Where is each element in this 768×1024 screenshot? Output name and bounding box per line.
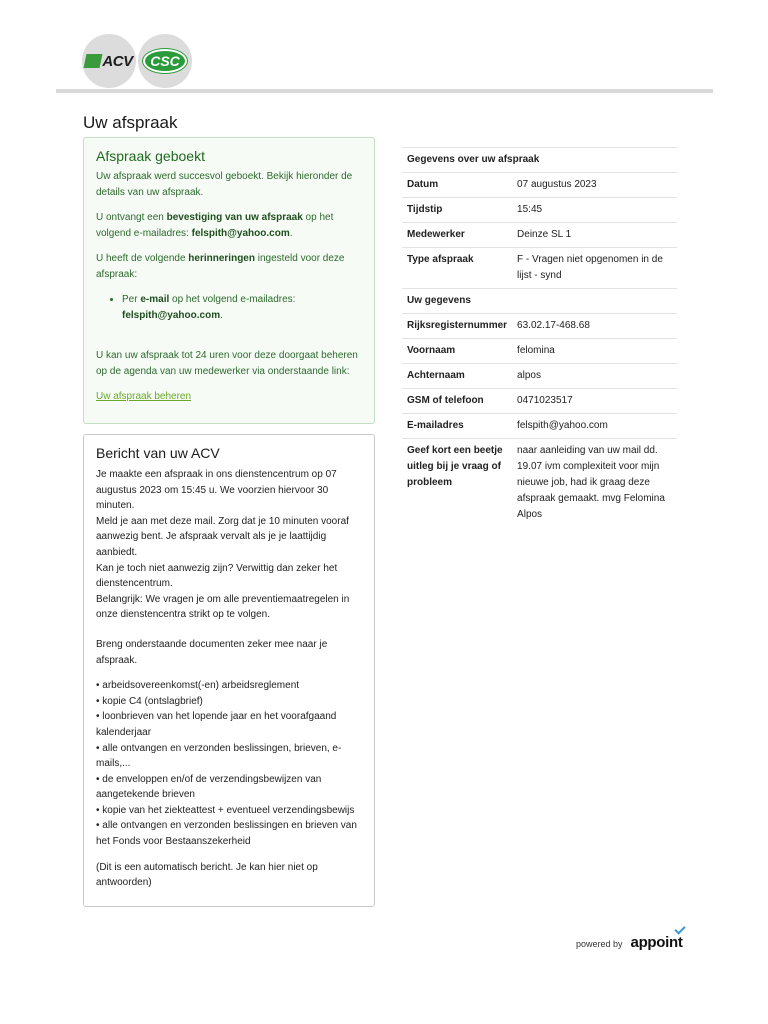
document-item: • de enveloppen en/of de verzendingsbewijzen van aangetekende brieven xyxy=(96,773,322,801)
document-item: • loonbrieven van het lopende jaar en het voorafgaand kalenderjaar xyxy=(96,711,337,738)
page-title: Uw afspraak xyxy=(83,113,178,132)
appointment-details-table xyxy=(402,147,677,527)
message-footer-note: (Dit is een automatisch bericht. Je kan hier niet op antwoorden) xyxy=(96,861,318,889)
documents-list xyxy=(96,678,362,850)
manage-text: U kan uw afspraak tot 24 uren voor deze doorgaat beheren op de agenda van uw medewerker via onderstaande link: xyxy=(96,350,358,377)
reminders-text: U heeft de volgende herinneringen ingesteld voor deze afspraak: xyxy=(96,253,345,280)
powered-by-text: powered by xyxy=(576,939,623,949)
document-item: • kopie C4 (ontslagbrief) xyxy=(96,695,203,707)
document-item: • kopie van het ziekteattest + eventueel verzendingsbewijs xyxy=(96,804,355,816)
message-title: Bericht van uw ACV xyxy=(96,445,220,461)
message-body: Je maakte een afspraak in ons dienstencentrum op 07 augustus 2023 om 15:45 u. We voorzien hiervoor 30 minuten. Meld je aan met deze mail. Zorg dat je 10 minuten vooraf aanwezig bent. Je afspraak vervalt als je je laattijdig aanbiedt. Kan je toch niet aanwezig zijn? Verwittig dan zeker het dienstencentrum. Belangrijk: We vragen je om alle preventiemaatregelen in onze dienstencentra strikt op te volgen. xyxy=(96,469,350,621)
detail-row-time: Tijdstip 15:45 xyxy=(402,198,677,223)
appoint-logo: appoint xyxy=(631,934,683,951)
detail-row-date: Datum 07 augustus 2023 xyxy=(402,173,677,198)
detail-row-staff: Medewerker Deinze SL 1 xyxy=(402,223,677,248)
document-item: • arbeidsovereenkomst(-en) arbeidsreglement xyxy=(96,680,300,692)
confirmation-intro: Uw afspraak werd succesvol geboekt. Bekijk hieronder de details van uw afspraak. xyxy=(96,171,353,198)
document-item: • alle ontvangen en verzonden beslissingen, brieven, e-mails,... xyxy=(96,742,342,770)
header-divider xyxy=(56,89,713,93)
detail-row-rrn: Rijksregisternummer 63.02.17-468.68 xyxy=(402,314,677,339)
manage-appointment-link[interactable]: Uw afspraak beheren xyxy=(96,391,192,402)
logo-group xyxy=(82,34,192,88)
acv-logo-text: ACV xyxy=(102,52,133,70)
reminder-item: • Per e-mail op het volgend e-mailadres: felspith@yahoo.com. xyxy=(122,292,362,324)
confirmation-title: Afspraak geboekt xyxy=(96,148,205,164)
detail-row-question: Geef kort een beetje uitleg bij je vraag of probleem naar aanleiding van uw mail dd. 19.07 ivm complexiteit voor mijn nieuwe job, had ik graag deze afspraak gemaakt. mvg Felomina Alpos xyxy=(402,439,677,528)
confirmation-email-text: U ontvangt een bevestiging van uw afspraak op het volgend e-mailadres: felspith@yahoo.com. xyxy=(96,212,334,239)
message-body: Breng onderstaande documenten zeker mee naar je afspraak. xyxy=(96,638,328,666)
csc-logo xyxy=(138,34,192,88)
detail-row-email: E-mailadres felspith@yahoo.com xyxy=(402,414,677,439)
confirmation-card xyxy=(83,137,375,424)
detail-row-phone: GSM of telefoon 0471023517 xyxy=(402,389,677,414)
acv-mark-icon xyxy=(84,54,103,68)
reminders-list xyxy=(122,292,362,324)
acv-logo xyxy=(82,34,136,88)
section-header-user: Uw gegevens xyxy=(402,289,677,314)
detail-row-firstname: Voornaam felomina xyxy=(402,339,677,364)
message-card xyxy=(83,434,375,907)
checkmark-icon xyxy=(674,923,685,934)
csc-logo-text: CSC xyxy=(143,49,187,73)
detail-row-type: Type afspraak F - Vragen niet opgenomen in de lijst - synd xyxy=(402,248,677,289)
powered-by xyxy=(576,934,683,951)
document-item: • alle ontvangen en verzonden beslissingen en brieven van het Fonds voor Bestaanszekerheid xyxy=(96,820,357,848)
detail-row-lastname: Achternaam alpos xyxy=(402,364,677,389)
section-header-appointment: Gegevens over uw afspraak xyxy=(402,148,677,173)
